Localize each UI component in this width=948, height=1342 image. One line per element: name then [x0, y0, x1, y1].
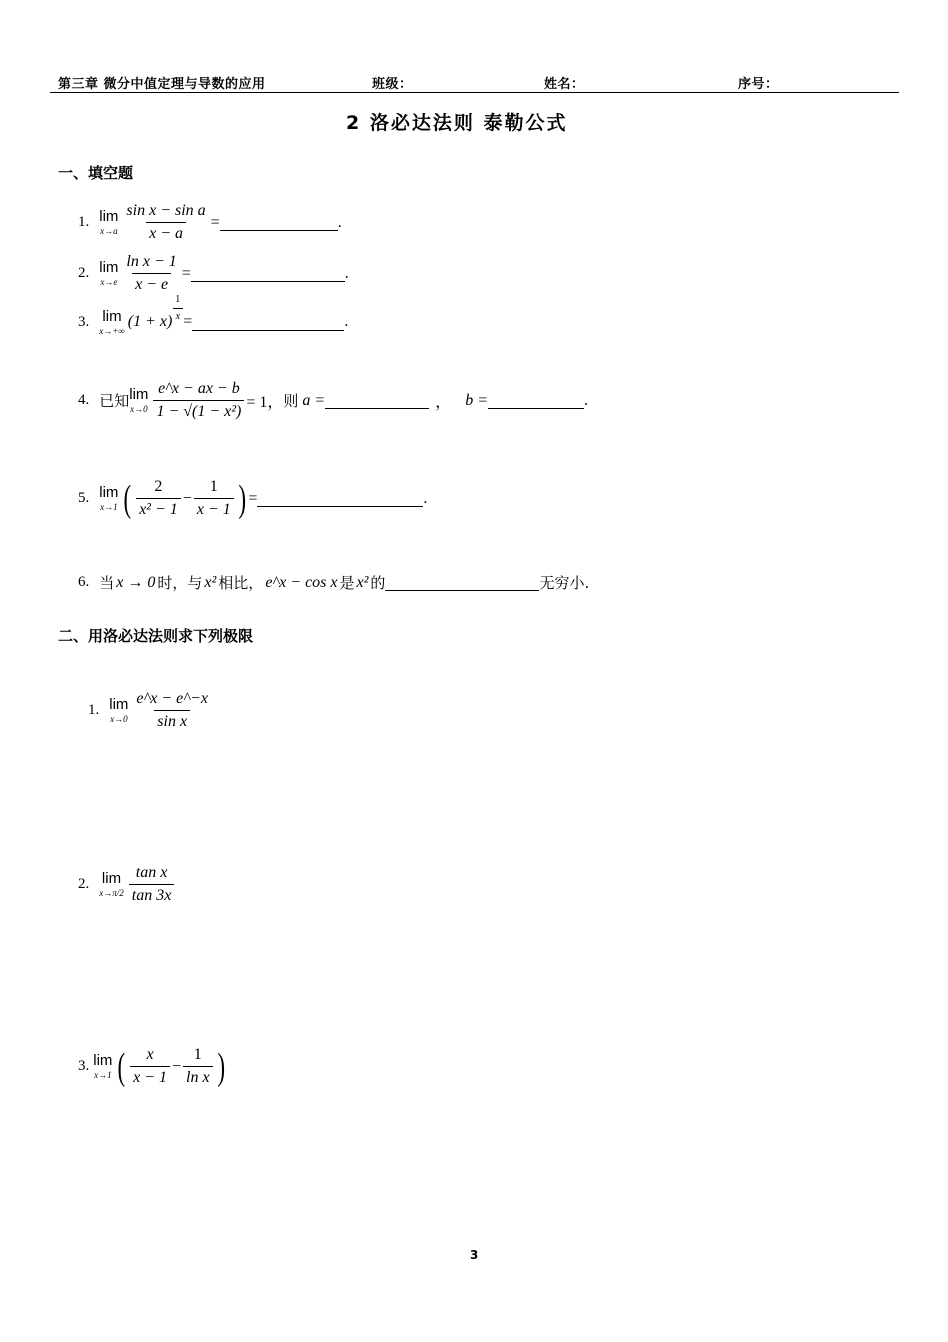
name-label: 姓名： — [544, 77, 585, 92]
limit-operator: lim x→0 — [109, 696, 129, 725]
limit-operator: lim x→1 — [93, 1052, 113, 1081]
fill-item-6: 6. 当 x → 0 时，与 x² 相比， e^x − cos x 是 x² 的 无穷小. — [78, 573, 590, 592]
section-heading-lhopital: 二、用洛必达法则求下列极限 — [58, 627, 254, 645]
fraction: $\frac{e\^{}x - ax - b}{\text{1 − √(1 − x²)}}$ — [153, 380, 244, 422]
right-paren: ) — [217, 1045, 225, 1088]
fraction: $\frac{e\^{}x - e\^{}-x}{\text{sin x}}$ — [136, 690, 208, 731]
class-label: 班级： — [372, 77, 413, 92]
answer-blank[interactable] — [220, 214, 338, 231]
answer-blank[interactable] — [385, 574, 539, 591]
right-paren: ) — [238, 477, 246, 520]
answer-blank-a[interactable] — [325, 392, 429, 409]
chapter-title: 第三章 微分中值定理与导数的应用 — [58, 77, 266, 92]
answer-blank[interactable] — [257, 490, 423, 507]
problem-2: 2. lim x→π/2 $\frac{\text{tan x}}{\tan 3x}$ — [78, 864, 176, 906]
fraction: $\frac{2}{\text{x² − 1}}$ — [136, 478, 181, 520]
fraction: $\frac{x}{x - 1}$ — [130, 1046, 170, 1088]
exponent-fraction: $\frac{1}{x}$ — [172, 294, 183, 322]
section-heading-fill-in: 一、填空题 — [58, 164, 134, 182]
answer-blank[interactable] — [191, 265, 345, 282]
limit-operator: lim x→+∞ — [99, 307, 125, 336]
fraction: $\frac{\text{sin x − sin a}}{x - a}$ — [126, 202, 206, 243]
limit-operator: lim x→π/2 — [99, 870, 124, 899]
fill-item-4: 4. 已知 lim x→0 $\frac{e\^{}x - ax - b}{\text{1 − √(1 − x²)}}$ = 1， 则 a = ， b = . — [78, 380, 589, 421]
answer-blank-b[interactable] — [488, 392, 584, 409]
fraction: $\frac{\text{tan x}}{\tan 3x}$ — [129, 864, 175, 906]
limit-operator: lim x→0 — [129, 386, 149, 415]
fill-item-2: 2. lim x→e $\frac{\text{ln x − 1}}{x - e}$ = . — [78, 253, 349, 294]
fraction: $\frac{1}{\text{ln x}}$ — [183, 1046, 213, 1088]
fill-item-1: 1. lim x→a $\frac{\text{sin x − sin a}}{x - a}$ = . — [78, 202, 342, 243]
limit-operator: lim x→1 — [99, 484, 119, 513]
left-paren: ( — [117, 1045, 126, 1088]
problem-3: 3. lim x→1 ( $\frac{x}{x - 1}$ − $\frac{1}{\text{ln x}}$ ) — [78, 1045, 225, 1088]
fraction: $\frac{\text{ln x − 1}}{x - e}$ — [126, 253, 177, 294]
header-rule — [50, 92, 899, 93]
answer-blank[interactable] — [192, 314, 344, 331]
fill-item-3: 3. lim x→+∞ (1 + x) $\frac{1}{x}$ = . — [78, 294, 349, 336]
number-label: 序号： — [738, 77, 779, 92]
limit-operator: lim x→e — [99, 259, 119, 288]
left-paren: ( — [123, 477, 132, 520]
fraction: $\frac{1}{x - 1}$ — [194, 478, 234, 520]
problem-1: 1. lim x→0 $\frac{e\^{}x - e\^{}-x}{\text{sin x}}$ — [88, 690, 213, 732]
page-number: 3 — [470, 1248, 479, 1262]
limit-operator: lim x→a — [99, 208, 119, 237]
page-title: 2 洛必达法则 泰勒公式 — [346, 112, 568, 134]
fill-item-5: 5. lim x→1 ( $\frac{2}{\text{x² − 1}}$ − $\frac{1}{x - 1}$ ) = . — [78, 477, 428, 520]
